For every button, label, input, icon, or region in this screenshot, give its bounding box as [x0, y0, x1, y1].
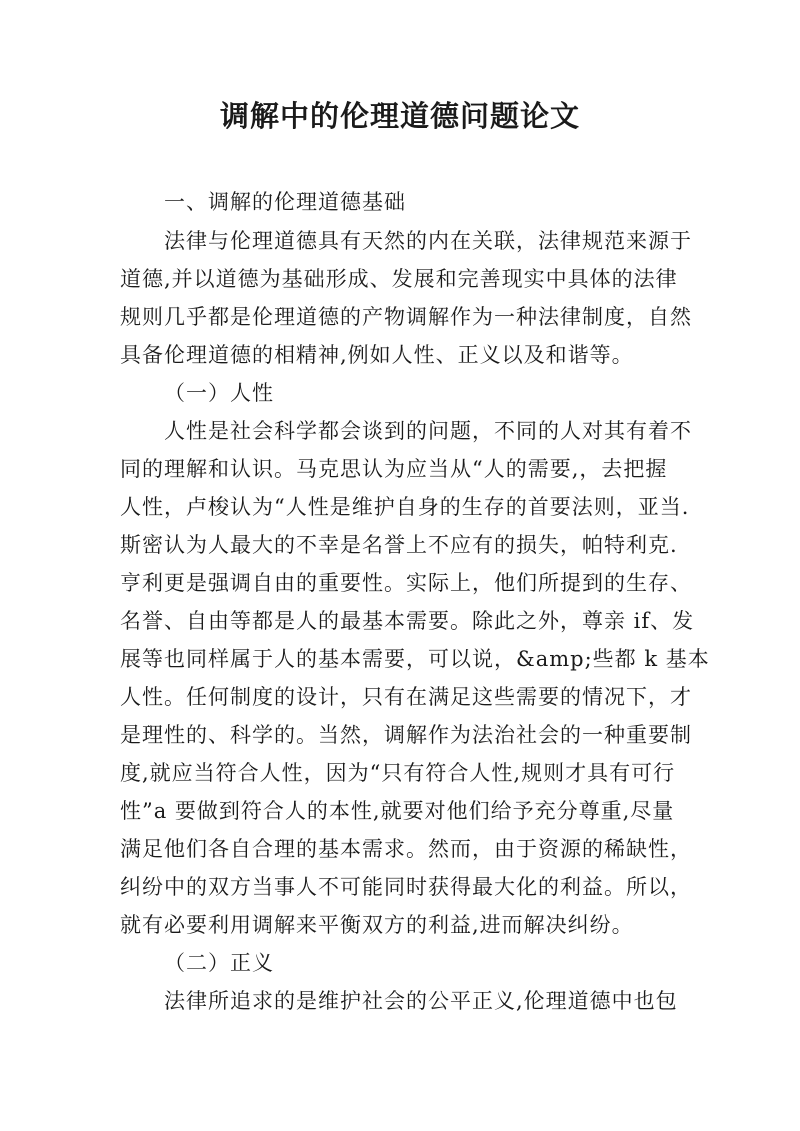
- paragraph-line: 法律与伦理道德具有天然的内在关联，法律规范来源于: [164, 229, 692, 253]
- paragraph-line: 名誉、自由等都是人的最基本需要。除此之外，尊亲 if、发: [120, 609, 695, 633]
- paragraph-line: 度,就应当符合人性，因为“只有符合人性,规则才具有可行: [120, 761, 676, 785]
- paragraph-line: 人性，卢梭认为“人性是维护自身的生存的首要法则，亚当.: [120, 495, 690, 519]
- paragraph-line: 道德,并以道德为基础形成、发展和完善现实中具体的法律: [120, 267, 678, 291]
- subsection-heading: （一）人性: [164, 381, 274, 405]
- document-title: 调解中的伦理道德问题论文: [219, 99, 580, 133]
- paragraph-line: 满足他们各自合理的基本需求。然而，由于资源的稀缺性，: [120, 837, 692, 861]
- paragraph-line: 同的理解和认识。马克思认为应当从“人的需要,，去把握: [120, 457, 668, 481]
- section-heading: 一、调解的伦理道德基础: [164, 190, 406, 214]
- paragraph-line: 人性。任何制度的设计，只有在满足这些需要的情况下，才: [120, 685, 692, 709]
- paragraph-line: 纠纷中的双方当事人不可能同时获得最大化的利益。所以，: [120, 875, 692, 899]
- subsection-heading: （二）正义: [164, 951, 274, 975]
- paragraph-line: 性”a 要做到符合人的本性,就要对他们给予充分尊重,尽量: [120, 799, 675, 823]
- paragraph-line: 展等也同样属于人的基本需要，可以说，&amp;些都 k 基本: [120, 647, 710, 671]
- paragraph-line: 就有必要利用调解来平衡双方的利益,进而解决纠纷。: [120, 913, 634, 937]
- paragraph-line: 规则几乎都是伦理道德的产物调解作为一种法律制度，自然: [120, 305, 692, 329]
- paragraph-line: 斯密认为人最大的不幸是名誉上不应有的损失，帕特利克.: [120, 533, 678, 557]
- paragraph-line: 具备伦理道德的相精神,例如人性、正义以及和谐等。: [120, 343, 634, 367]
- paragraph-line: 法律所追求的是维护社会的公平正义,伦理道德中也包: [164, 989, 678, 1013]
- paragraph-line: 是理性的、科学的。当然，调解作为法治社会的一种重要制: [120, 723, 692, 747]
- paragraph-line: 亨利更是强调自由的重要性。实际上，他们所提到的生存、: [120, 571, 692, 595]
- paragraph-line: 人性是社会科学都会谈到的问题，不同的人对其有着不: [164, 419, 692, 443]
